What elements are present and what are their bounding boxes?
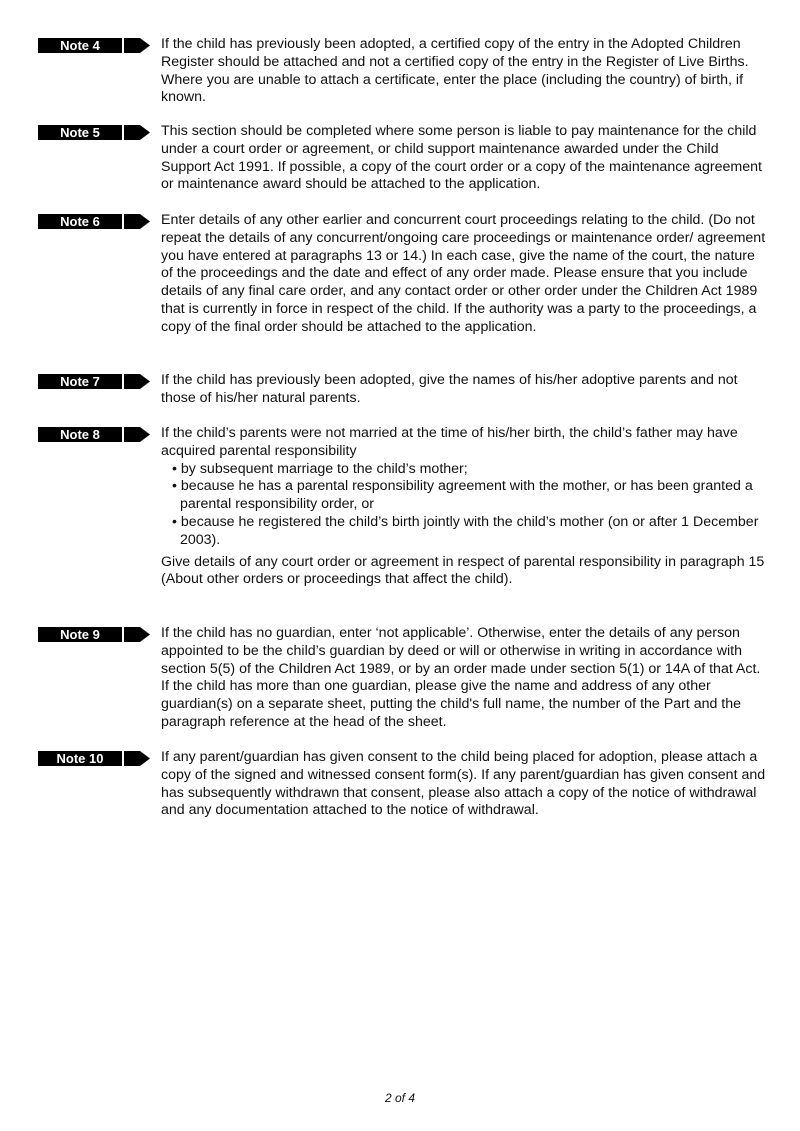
bullet-item: • because he registered the child’s birth jointly with the child’s mother (on or after 1 December 2003). xyxy=(172,513,759,548)
note-label: Note 9 xyxy=(38,627,122,642)
note-label: Note 10 xyxy=(38,751,122,766)
note-tag xyxy=(38,427,150,442)
note-text xyxy=(161,749,766,820)
note-label: Note 8 xyxy=(38,427,122,442)
note-tag xyxy=(38,374,150,389)
note-paragraph: Enter details of any other earlier and concurrent court proceedings relating to the child. (Do not repeat the details of any concurrent/ongoing care proceedings or maintenance order/ agreement you have entered at paragraphs 13 or 14.) In each case, give the name of the court, the nature of the proceedings and the date and effect of any order made. Please ensure that you include details of any final care order, and any contact order or other order under the Children Act 1989 that is currently in force in respect of the child. If the authority was a party to the proceedings, a copy of the final order should be attached to the application. xyxy=(161,212,766,335)
note-tag xyxy=(38,38,150,53)
arrow-right-icon xyxy=(124,214,150,229)
note-paragraph: This section should be completed where some person is liable to pay maintenance for the child under a court order or agreement, or child support maintenance awarded under the Child Support Act 1991. If possible, a copy of the court order or a copy of the maintenance agreement or maintenance award should be attached to the application. xyxy=(161,123,762,193)
arrow-right-icon xyxy=(124,125,150,140)
note-tag xyxy=(38,627,150,642)
note-label: Note 7 xyxy=(38,374,122,389)
arrow-right-icon xyxy=(124,427,150,442)
arrow-right-icon xyxy=(124,627,150,642)
note-paragraph: If the child has previously been adopted, a certified copy of the entry in the Adopted Children Register should be attached and not a certified copy of the entry in the Register of Live Births. Where you are unable to attach a certificate, enter the place (including the country) of birth, if known. xyxy=(161,36,749,106)
note-label: Note 6 xyxy=(38,214,122,229)
note-outro: Give details of any court order or agreement in respect of parental responsibility in paragraph 15 (About other orders or proceedings that affect the child). xyxy=(161,553,765,588)
note-paragraph: If the child has previously been adopted, give the names of his/her adoptive parents and not those of his/her natural parents. xyxy=(161,372,738,406)
note-label: Note 5 xyxy=(38,125,122,140)
page-number: 2 of 4 xyxy=(384,1091,416,1105)
arrow-right-icon xyxy=(124,751,150,766)
bullet-item: • because he has a parental responsibility agreement with the mother, or has been granted a parental responsibility order, or xyxy=(172,478,753,513)
arrow-right-icon xyxy=(124,374,150,389)
note-tag xyxy=(38,125,150,140)
arrow-right-icon xyxy=(124,38,150,53)
note-paragraph: If the child has no guardian, enter ‘not applicable’. Otherwise, enter the details of any person appointed to be the child’s guardian by deed or will or otherwise in writing in accordance with section 5(5) of the Children Act 1989, or by an order made under section 5(1) or 14A of that Act. If the child has more than one guardian, please give the name and address of any other guardian(s) on a separate sheet, putting the child's full name, the number of the Part and the paragraph reference at the head of the sheet. xyxy=(161,625,761,730)
note-label: Note 4 xyxy=(38,38,122,53)
note-text xyxy=(161,212,766,337)
note-text xyxy=(161,36,766,107)
note-text xyxy=(161,625,766,732)
note-text xyxy=(161,425,766,589)
note-paragraph: If any parent/guardian has given consent to the child being placed for adoption, please attach a copy of the signed and witnessed consent form(s). If any parent/guardian has given consent and has subsequently withdrawn that consent, please also attach a copy of the notice of withdrawal and any documentation attached to the notice of withdrawal. xyxy=(161,749,766,819)
note-tag xyxy=(38,751,150,766)
bullet-item: • by subsequent marriage to the child’s mother; xyxy=(172,460,468,477)
note-text xyxy=(161,123,766,194)
note-tag xyxy=(38,214,150,229)
note-intro: If the child’s parents were not married at the time of his/her birth, the child’s father may have acquired parental responsibility xyxy=(161,425,738,459)
note-text xyxy=(161,372,766,408)
